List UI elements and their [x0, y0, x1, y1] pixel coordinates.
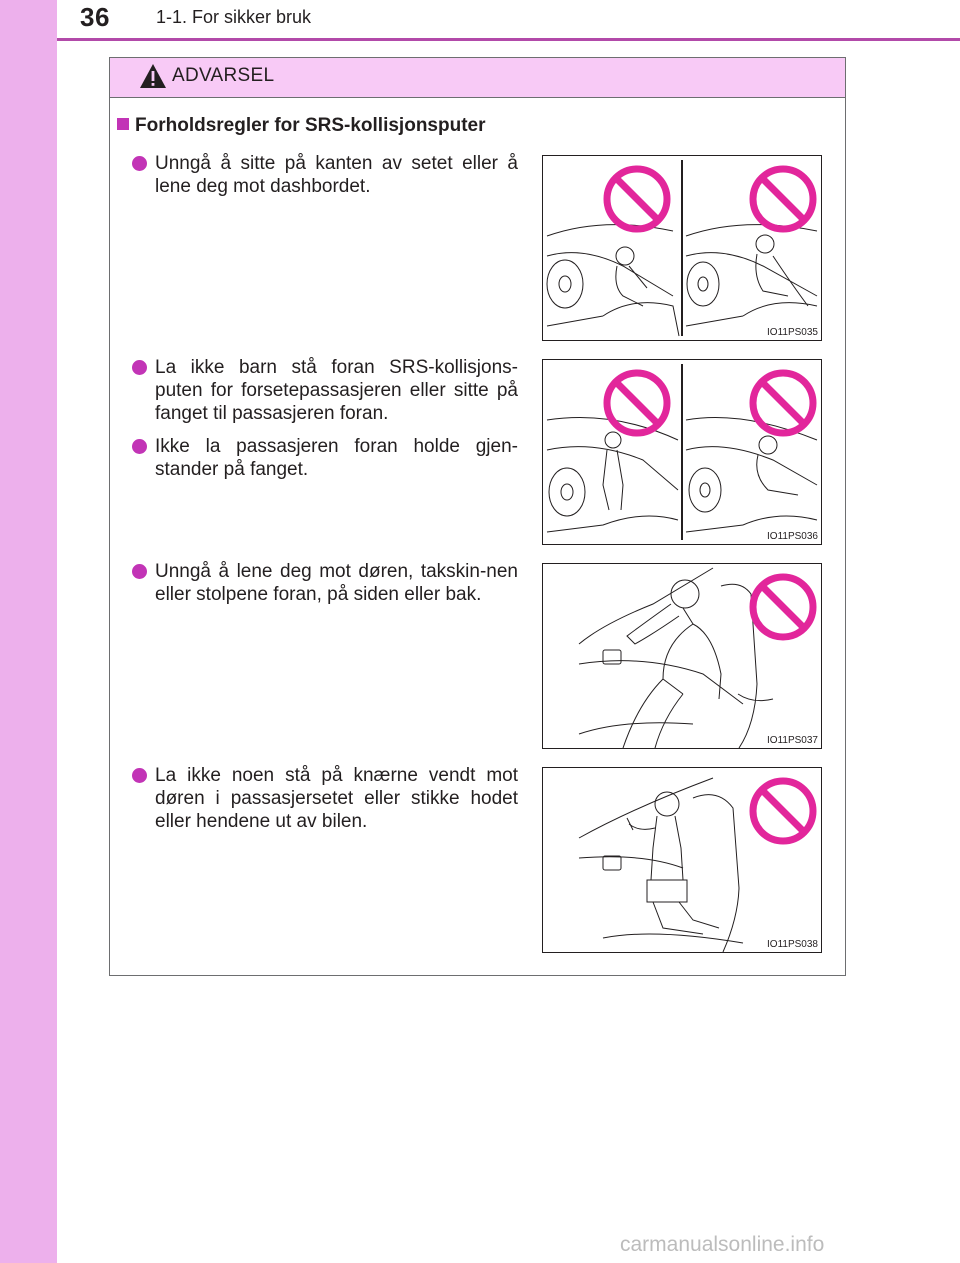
bullet-group-1	[130, 152, 518, 208]
bullet-text: Unngå å sitte på kanten av setet eller å lene deg mot dashbordet.	[155, 153, 518, 197]
car-interior-illustration-icon	[543, 564, 821, 748]
warning-header	[110, 58, 845, 98]
figure-code: IO11PS037	[767, 735, 818, 746]
warning-label: ADVARSEL	[172, 65, 275, 86]
header-rule	[57, 38, 960, 41]
page-number: 36	[80, 2, 110, 32]
warning-subheading	[117, 115, 486, 137]
warning-triangle-icon	[138, 62, 168, 90]
bullet-item	[130, 560, 518, 606]
illustration-1	[542, 155, 822, 341]
car-interior-illustration-icon	[543, 156, 821, 340]
figure-code: IO11PS036	[767, 531, 818, 542]
car-interior-illustration-icon	[543, 360, 821, 544]
bullet-dot-icon	[132, 156, 147, 171]
bullet-dot-icon	[132, 564, 147, 579]
car-interior-illustration-icon	[543, 768, 821, 952]
bullet-text: La ikke barn stå foran SRS-kollisjons-puten for forsetepassasjeren eller sitte på fanget til passasjeren foran.	[155, 357, 518, 424]
square-bullet-icon	[117, 118, 129, 130]
section-title: 1-1. For sikker bruk	[156, 7, 312, 27]
bullet-dot-icon	[132, 439, 147, 454]
illustration-4	[542, 767, 822, 953]
bullet-dot-icon	[132, 360, 147, 375]
bullet-text: Unngå å lene deg mot døren, takskin-nen eller stolpene foran, på siden eller bak.	[155, 561, 518, 605]
page-sidebar-tab	[0, 0, 57, 1263]
bullet-text: Ikke la passasjeren foran holde gjen-stander på fanget.	[155, 436, 518, 480]
bullet-group-4	[130, 764, 518, 843]
watermark: carmanualsonline.info	[620, 1233, 825, 1256]
illustration-2	[542, 359, 822, 545]
bullet-group-3	[130, 560, 518, 616]
bullet-text: La ikke noen stå på knærne vendt mot døren i passasjersetet eller stikke hodet eller hendene ut av bilen.	[155, 765, 518, 832]
bullet-item	[130, 152, 518, 198]
bullet-group-2	[130, 356, 518, 491]
warning-box	[109, 57, 846, 976]
warning-subheading-text: Forholdsregler for SRS-kollisjonsputer	[135, 115, 486, 136]
bullet-dot-icon	[132, 768, 147, 783]
illustration-3	[542, 563, 822, 749]
figure-code: IO11PS038	[767, 939, 818, 950]
bullet-item	[130, 764, 518, 833]
figure-code: IO11PS035	[767, 327, 818, 338]
bullet-item	[130, 435, 518, 481]
bullet-item	[130, 356, 518, 425]
